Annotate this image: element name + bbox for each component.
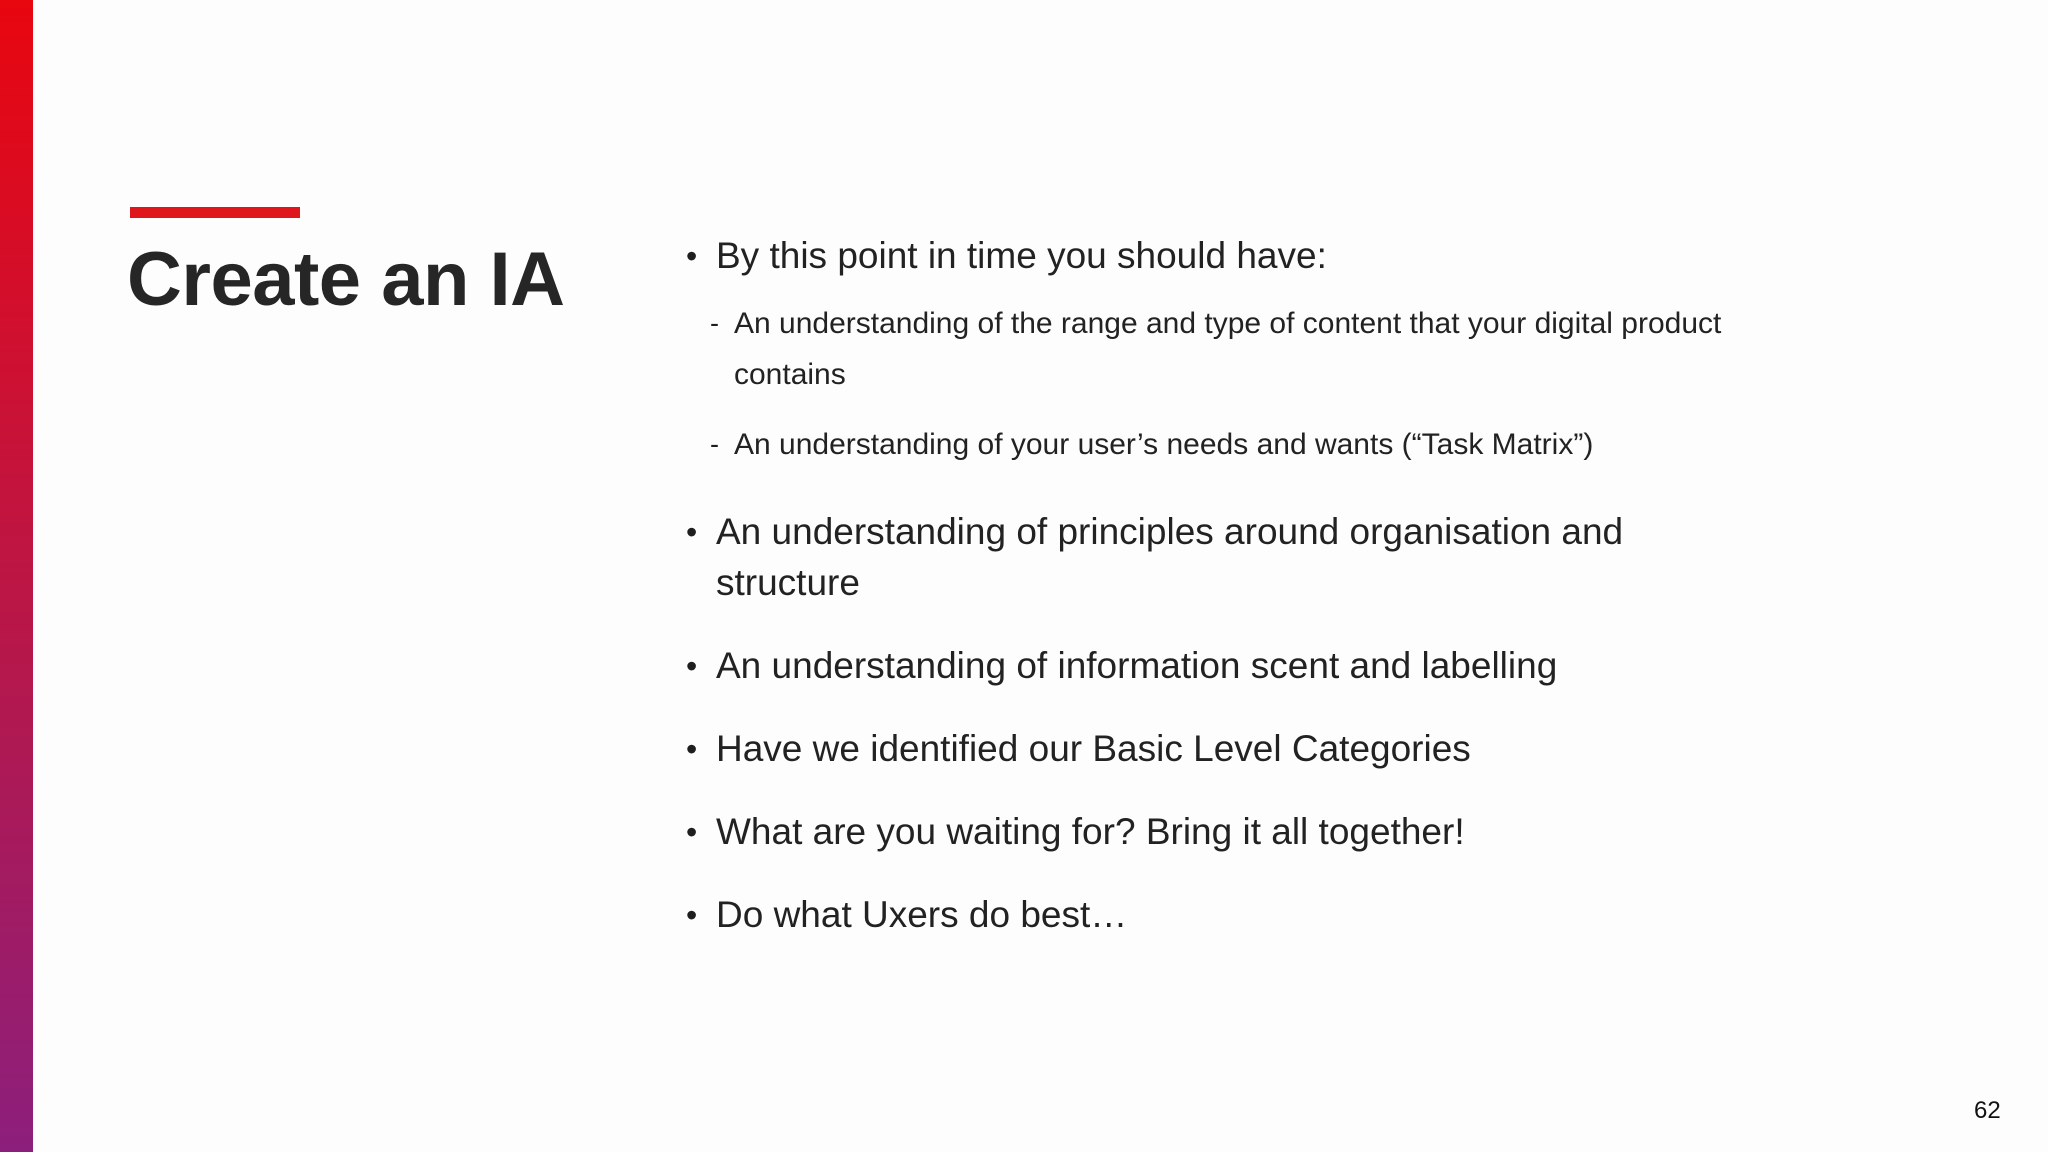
- slide-title: Create an IA: [127, 237, 565, 322]
- bullet-marker: •: [686, 731, 698, 767]
- bullet-marker: •: [686, 648, 698, 684]
- sub-bullet-marker: -: [710, 429, 719, 459]
- bullet-text: An understanding of principles around organisation and structure: [716, 511, 1624, 603]
- bullet-marker: •: [686, 897, 698, 933]
- bullet-marker: •: [686, 238, 698, 274]
- bullet-text: By this point in time you should have:: [716, 235, 1327, 276]
- sub-bullet-text: An understanding of your user’s needs and wants (“Task Matrix”): [734, 428, 1594, 461]
- sub-bullet-text: An understanding of the range and type of content that your digital product contains: [734, 307, 1722, 391]
- bullet-text: An understanding of information scent and labelling: [716, 645, 1558, 686]
- bullet-text: Do what Uxers do best…: [716, 894, 1128, 935]
- bullet-marker: •: [686, 814, 698, 850]
- bullet-list: [686, 0, 1786, 1152]
- bullet-marker: •: [686, 514, 698, 550]
- bullet-text: Have we identified our Basic Level Categories: [716, 728, 1471, 769]
- title-accent-line: [130, 207, 300, 218]
- side-accent-bar: [0, 0, 33, 1152]
- page-number: 62: [1974, 1097, 2001, 1124]
- sub-bullet-marker: -: [710, 308, 719, 338]
- bullet-text: What are you waiting for? Bring it all together!: [716, 811, 1465, 852]
